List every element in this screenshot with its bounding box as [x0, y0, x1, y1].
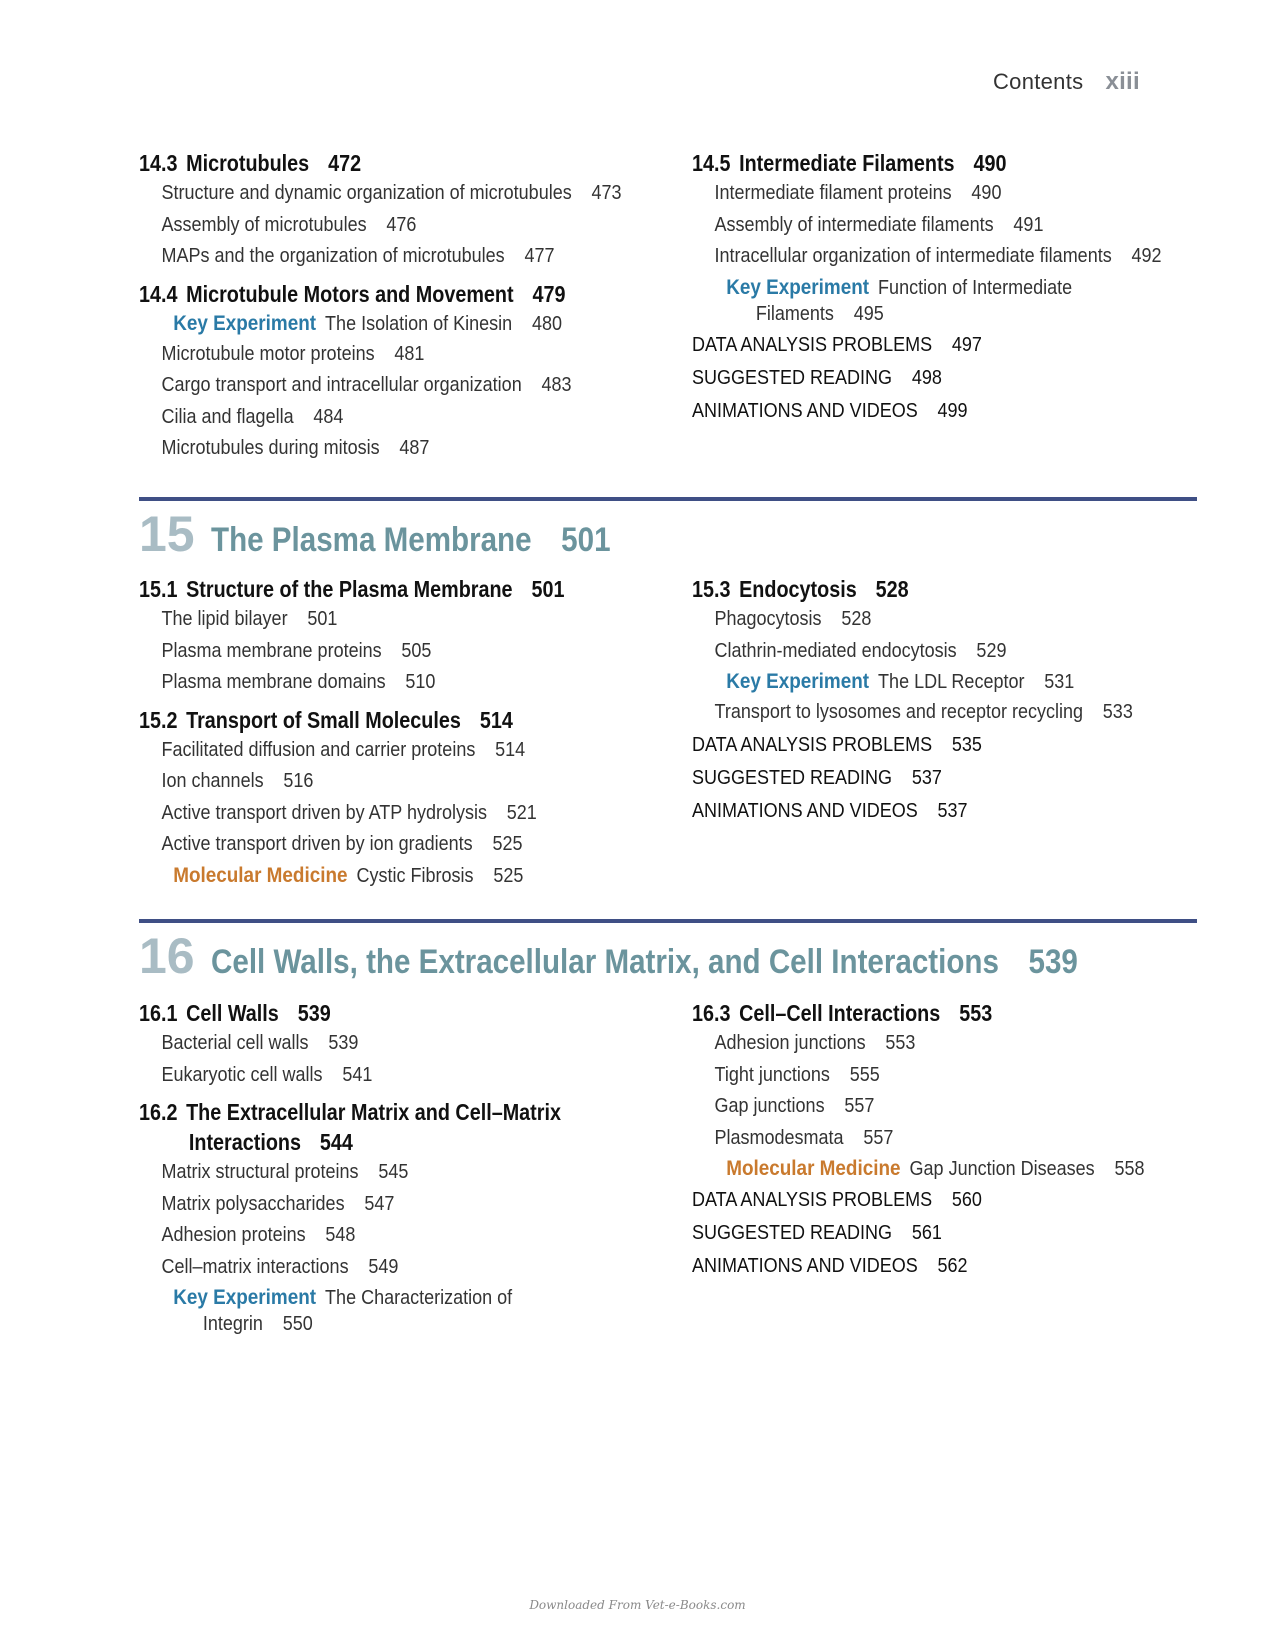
section-16-1[interactable]: 16.1 Cell Walls 539 — [139, 1000, 331, 1026]
molecular-medicine-tag: Molecular Medicine — [173, 863, 348, 887]
end-matter-entry[interactable]: DATA ANALYSIS PROBLEMS 560 — [692, 1189, 982, 1211]
chapter-divider — [139, 919, 1197, 923]
toc-entry[interactable]: Microtubule motor proteins 481 — [161, 342, 425, 365]
toc-entry[interactable]: Plasma membrane proteins 505 — [161, 639, 432, 662]
toc-column-ch16-left — [139, 998, 639, 1339]
end-matter-entry[interactable]: SUGGESTED READING 561 — [692, 1222, 942, 1244]
key-experiment-entry[interactable]: Key Experiment The LDL Receptor 531 — [726, 670, 1075, 693]
toc-entry[interactable]: The lipid bilayer 501 — [161, 608, 338, 630]
section-16-3[interactable]: 16.3 Cell–Cell Interactions 553 — [692, 1000, 993, 1026]
molecular-medicine-entry[interactable]: Molecular Medicine Gap Junction Diseases 558 — [726, 1157, 1145, 1180]
section-14-3[interactable]: 14.3 Microtubules 472 — [139, 150, 362, 176]
toc-entry[interactable]: Adhesion proteins 548 — [161, 1224, 356, 1246]
chapter-15-heading[interactable] — [139, 505, 670, 563]
toc-entry[interactable]: Matrix polysaccharides 547 — [161, 1192, 395, 1215]
section-16-2[interactable]: 16.2 The Extracellular Matrix and Cell–Matrix Interactions 544 — [139, 1099, 561, 1155]
chapter-title: The Plasma Membrane 501 — [210, 521, 611, 559]
toc-entry[interactable]: Gap junctions 557 — [714, 1095, 875, 1117]
end-matter-entry[interactable]: ANIMATIONS AND VIDEOS 499 — [692, 399, 968, 422]
running-head — [993, 68, 1140, 96]
toc-entry[interactable]: Structure and dynamic organization of microtubules 473 — [161, 182, 622, 204]
section-15-1[interactable]: 15.1 Structure of the Plasma Membrane 501 — [139, 576, 565, 602]
chapter-number: 16 — [139, 928, 195, 984]
key-experiment-entry[interactable]: Key Experiment The Characterization of Integrin 550 — [173, 1286, 513, 1335]
toc-entry[interactable]: Assembly of intermediate filaments 491 — [714, 213, 1044, 236]
molecular-medicine-tag: Molecular Medicine — [726, 1157, 901, 1180]
toc-entry[interactable]: Plasma membrane domains 510 — [161, 671, 436, 693]
toc-entry[interactable]: Matrix structural proteins 545 — [161, 1161, 409, 1183]
section-15-3[interactable]: 15.3 Endocytosis 528 — [692, 576, 909, 602]
section-14-5[interactable]: 14.5 Intermediate Filaments 490 — [692, 150, 1007, 176]
toc-entry[interactable]: Adhesion junctions 553 — [714, 1032, 916, 1054]
toc-column-ch15-right — [692, 574, 1192, 828]
toc-entry[interactable]: Plasmodesmata 557 — [714, 1126, 894, 1149]
end-matter-entry[interactable]: ANIMATIONS AND VIDEOS 562 — [692, 1255, 968, 1277]
toc-entry[interactable]: Tight junctions 555 — [714, 1063, 880, 1086]
toc-column-ch14-right — [692, 148, 1192, 428]
page-number: xiii — [1105, 68, 1140, 95]
toc-entry[interactable]: Microtubules during mitosis 487 — [161, 437, 430, 459]
toc-entry[interactable]: Cilia and flagella 484 — [161, 405, 344, 428]
toc-entry[interactable]: Clathrin-mediated endocytosis 529 — [714, 639, 1007, 662]
end-matter-entry[interactable]: SUGGESTED READING 537 — [692, 766, 942, 789]
molecular-medicine-entry[interactable]: Molecular Medicine Cystic Fibrosis 525 — [173, 863, 524, 887]
toc-entry[interactable]: Phagocytosis 528 — [714, 608, 872, 630]
toc-entry[interactable]: Cargo transport and intracellular organization 483 — [161, 374, 572, 396]
chapter-divider — [139, 497, 1197, 501]
toc-entry[interactable]: MAPs and the organization of microtubules 477 — [161, 245, 555, 267]
toc-entry[interactable]: Intermediate filament proteins 490 — [714, 182, 1002, 204]
toc-entry[interactable]: Facilitated diffusion and carrier proteins 514 — [161, 738, 526, 761]
toc-entry[interactable]: Active transport driven by ion gradients 525 — [161, 833, 523, 855]
key-experiment-tag: Key Experiment — [173, 1286, 317, 1309]
toc-entry[interactable]: Eukaryotic cell walls 541 — [161, 1063, 373, 1086]
toc-column-ch14-left — [139, 148, 639, 465]
toc-entry[interactable]: Transport to lysosomes and receptor recycling 533 — [714, 701, 1133, 723]
toc-entry[interactable]: Active transport driven by ATP hydrolysis 521 — [161, 801, 537, 824]
end-matter-entry[interactable]: DATA ANALYSIS PROBLEMS 497 — [692, 333, 982, 356]
toc-column-ch16-right — [692, 998, 1192, 1283]
key-experiment-entry[interactable]: Key Experiment The Isolation of Kinesin 480 — [173, 311, 563, 335]
chapter-title: Cell Walls, the Extracellular Matrix, and Cell Interactions 539 — [210, 943, 1078, 981]
toc-column-ch15-left — [139, 574, 639, 891]
section-15-2[interactable]: 15.2 Transport of Small Molecules 514 — [139, 706, 513, 733]
end-matter-entry[interactable]: DATA ANALYSIS PROBLEMS 535 — [692, 733, 982, 756]
toc-entry[interactable]: Bacterial cell walls 539 — [161, 1032, 359, 1054]
end-matter-entry[interactable]: ANIMATIONS AND VIDEOS 537 — [692, 799, 968, 822]
key-experiment-tag: Key Experiment — [173, 311, 317, 335]
toc-entry[interactable]: Ion channels 516 — [161, 770, 314, 792]
key-experiment-tag: Key Experiment — [726, 275, 870, 299]
toc-entry[interactable]: Intracellular organization of intermediate filaments 492 — [714, 245, 1162, 267]
section-14-4[interactable]: 14.4 Microtubule Motors and Movement 479 — [139, 280, 566, 307]
download-watermark: Downloaded From Vet-e-Books.com — [529, 1598, 746, 1612]
toc-entry[interactable]: Cell–matrix interactions 549 — [161, 1255, 399, 1278]
key-experiment-entry[interactable]: Key Experiment Function of Intermediate Filaments 495 — [726, 275, 1073, 325]
chapter-number: 15 — [139, 506, 195, 562]
toc-entry[interactable]: Assembly of microtubules 476 — [161, 213, 417, 236]
chapter-16-heading[interactable] — [139, 927, 1207, 985]
running-head-label: Contents — [992, 69, 1084, 94]
key-experiment-tag: Key Experiment — [726, 670, 870, 693]
end-matter-entry[interactable]: SUGGESTED READING 498 — [692, 366, 942, 389]
